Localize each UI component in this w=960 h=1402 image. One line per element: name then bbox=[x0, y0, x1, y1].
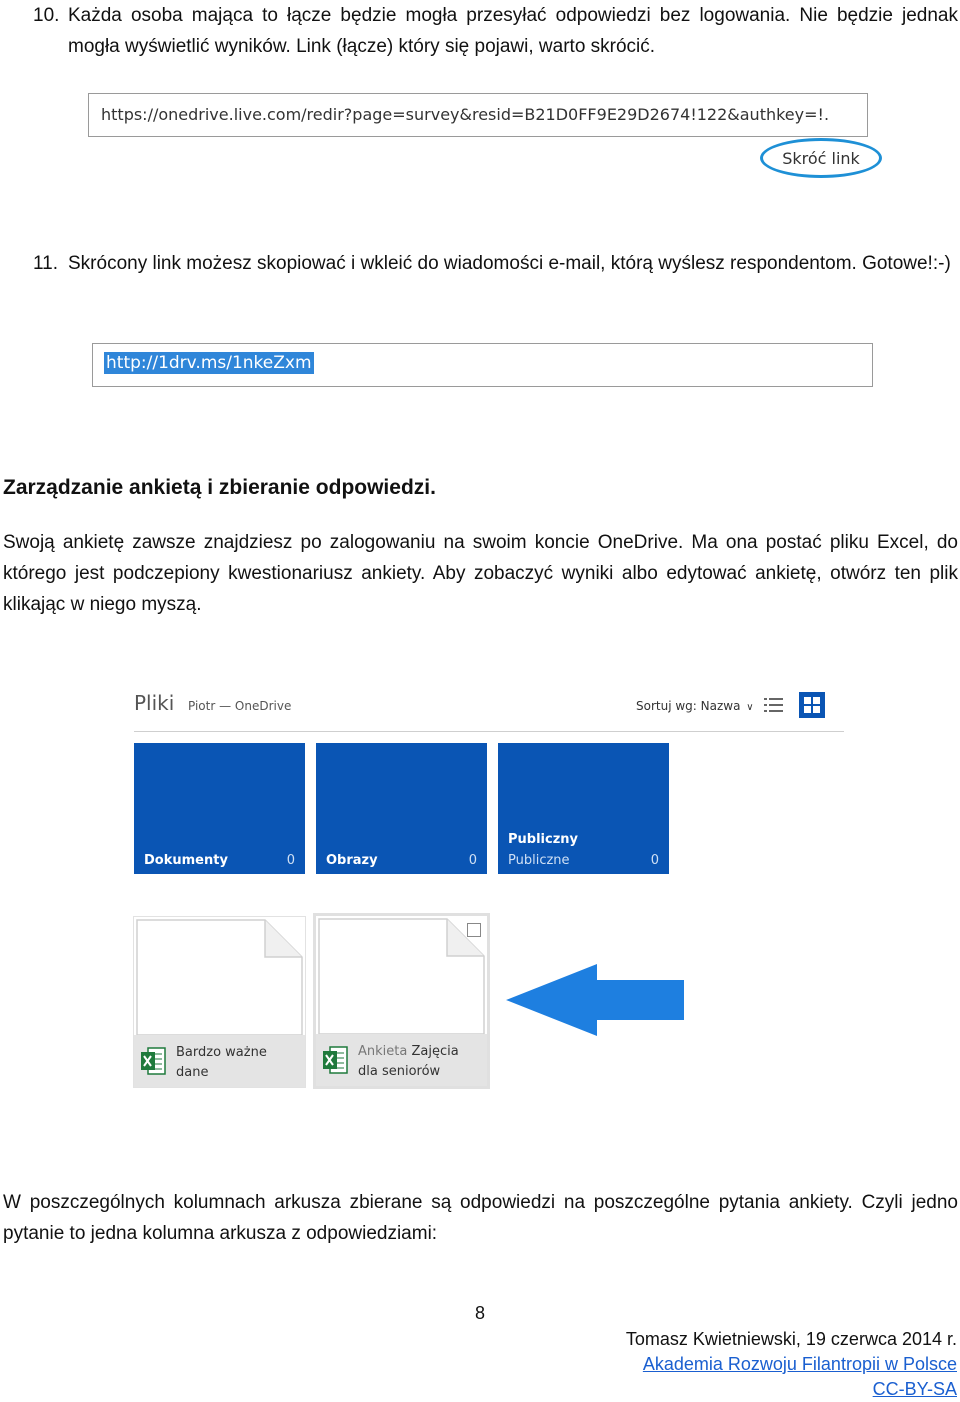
shorten-link-label: Skróć link bbox=[782, 148, 860, 168]
onedrive-title: Pliki bbox=[134, 691, 175, 715]
chevron-down-icon: ∨ bbox=[746, 702, 754, 713]
long-link-field[interactable] bbox=[88, 93, 868, 137]
file-card-bar bbox=[316, 1034, 487, 1086]
folder-name: Obrazy bbox=[326, 853, 378, 868]
file-name-line2: dane bbox=[176, 1065, 209, 1080]
shorten-link-button[interactable] bbox=[760, 138, 882, 178]
list-view-icon[interactable] bbox=[764, 696, 784, 714]
folder-count: 0 bbox=[286, 853, 295, 868]
file-name-prefix: Ankieta bbox=[358, 1044, 408, 1059]
file-card-bar bbox=[134, 1035, 305, 1087]
step-10-number: 10. bbox=[33, 5, 60, 26]
folder-name: Publiczny bbox=[508, 832, 579, 847]
document-page-icon bbox=[316, 916, 487, 1034]
folder-subtitle: Publiczne bbox=[508, 853, 570, 868]
closing-paragraph: W poszczególnych kolumnach arkusza zbierane są odpowiedzi na poszczególne pytania ankiety. Czyli jedno pytanie to jedna kolumna arkusza z odpowiedziami: bbox=[3, 1192, 958, 1244]
long-link-text: https://onedrive.live.com/redir?page=survey&resid=B21D0FF9E29D2674!122&authkey=!. bbox=[101, 105, 830, 124]
file-name-line1: Zajęcia bbox=[411, 1044, 459, 1059]
sort-label: Sortuj wg: Nazwa bbox=[636, 699, 741, 713]
excel-icon bbox=[140, 1046, 166, 1076]
file-name bbox=[358, 1042, 459, 1082]
onedrive-breadcrumb[interactable]: Piotr — OneDrive bbox=[188, 699, 292, 713]
file-name-line1: Bardzo ważne bbox=[176, 1045, 267, 1060]
page-number: 8 bbox=[474, 1303, 485, 1323]
grid-view-icon[interactable] bbox=[799, 692, 825, 718]
file-card-ankieta[interactable] bbox=[313, 913, 490, 1089]
folder-count: 0 bbox=[650, 853, 659, 868]
footer-author: Tomasz Kwietniewski, 19 czerwca 2014 r. bbox=[625, 1329, 957, 1349]
step-10-text: Każda osoba mająca to łącze będzie mogła przesyłać odpowiedzi bez logowania. Nie będzie jednak mogła wyświetlić wyników. Link (łącze) który się pojawi, warto skrócić. bbox=[68, 5, 958, 57]
sort-dropdown[interactable] bbox=[636, 699, 754, 713]
step-10 bbox=[33, 0, 958, 62]
short-link-field[interactable] bbox=[92, 343, 873, 387]
excel-icon bbox=[322, 1045, 348, 1075]
folder-tile-obrazy[interactable] bbox=[316, 743, 487, 874]
short-link-text bbox=[104, 353, 314, 373]
file-card-bardzo-wazne[interactable] bbox=[134, 917, 305, 1087]
section-paragraph: Swoją ankietę zawsze znajdziesz po zalogowaniu na swoim koncie OneDrive. Ma ona postać pliku Excel, do którego jest podczepiony kwestionariusz ankiety. Aby zobaczyć wyniki albo edytować ankietę, otwórz ten plik klikając w niego myszą. bbox=[3, 532, 958, 615]
footer bbox=[626, 1327, 957, 1402]
short-link-selected[interactable]: http://1drv.ms/1nkeZxm bbox=[106, 353, 312, 373]
folder-tile-dokumenty[interactable] bbox=[134, 743, 305, 874]
folder-name: Dokumenty bbox=[144, 853, 228, 868]
file-name bbox=[176, 1043, 267, 1083]
step-11 bbox=[33, 248, 958, 279]
step-11-text: Skrócony link możesz skopiować i wkleić do wiadomości e-mail, którą wyślesz respondentom. Gotowe!:-) bbox=[68, 253, 951, 274]
pointer-arrow-icon bbox=[504, 962, 686, 1038]
document-page-icon bbox=[134, 917, 305, 1035]
folder-tile-publiczny[interactable] bbox=[498, 743, 669, 874]
header-divider bbox=[134, 731, 844, 732]
select-checkbox[interactable] bbox=[467, 923, 481, 937]
footer-license-link[interactable]: CC-BY-SA bbox=[872, 1379, 957, 1399]
footer-org-link[interactable]: Akademia Rozwoju Filantropii w Polsce bbox=[642, 1354, 957, 1374]
folder-count: 0 bbox=[468, 853, 477, 868]
step-11-number: 11. bbox=[33, 253, 59, 274]
onedrive-screenshot bbox=[130, 685, 850, 1095]
file-name-line2: dla seniorów bbox=[358, 1064, 441, 1079]
section-heading: Zarządzanie ankietą i zbieranie odpowiedzi. bbox=[3, 476, 436, 499]
